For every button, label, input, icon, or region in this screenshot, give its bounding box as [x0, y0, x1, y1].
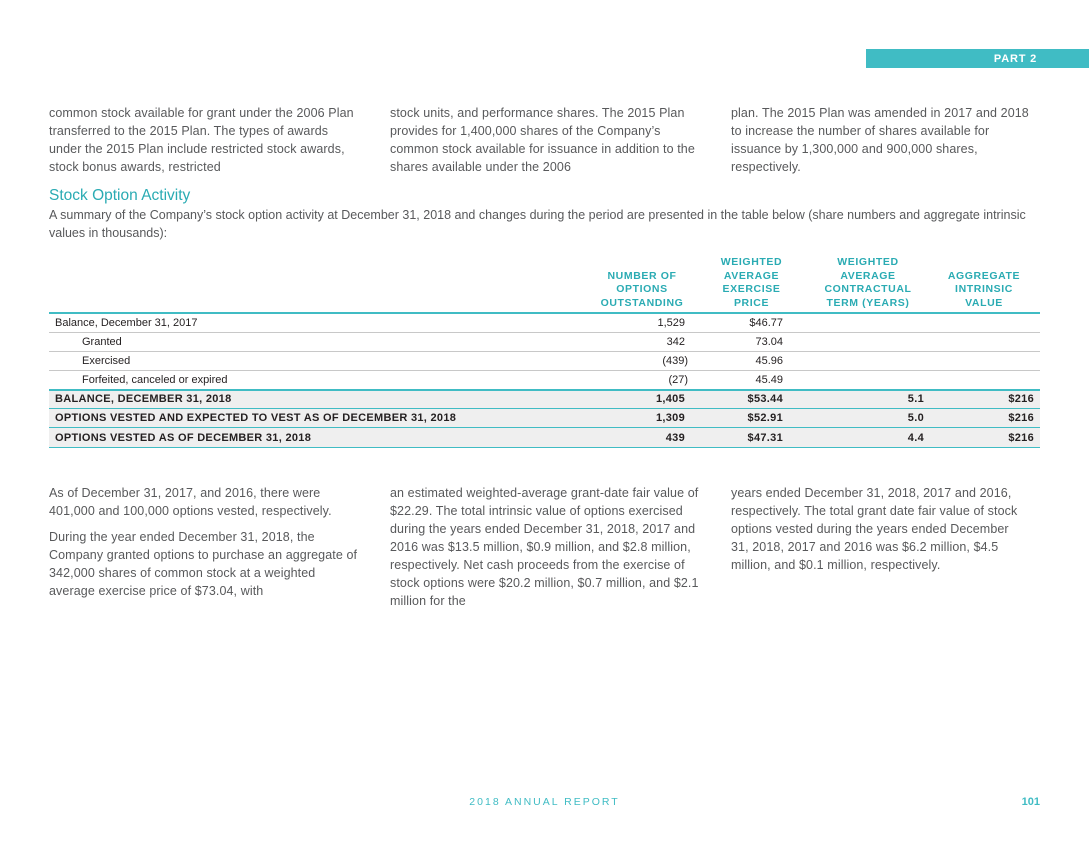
row-label: Exercised — [49, 351, 589, 370]
table-row — [49, 351, 1040, 370]
row-term — [808, 332, 928, 351]
table-row — [49, 332, 1040, 351]
top-column-3: plan. The 2015 Plan was amended in 2017 and 2018 to increase the number of shares available for issuance by 1,300,000 and 900,000 shares, respectively. — [731, 106, 1029, 174]
row-options: 1,309 — [589, 409, 695, 428]
section-intro: A summary of the Company’s stock option activity at December 31, 2018 and changes during the period are presented in the table below (share numbers and aggregate intrinsic values in thousands): — [49, 208, 1026, 240]
row-price: $53.44 — [695, 390, 808, 409]
table-total-row — [49, 390, 1040, 409]
header-price: WEIGHTED AVERAGE EXERCISE PRICE — [695, 256, 808, 313]
row-price: 45.49 — [695, 370, 808, 389]
row-options: (439) — [589, 351, 695, 370]
top-column-1: common stock available for grant under the 2006 Plan transferred to the 2015 Plan. The types of awards under the 2015 Plan include restricted stock awards, stock bonus awards, restricted — [49, 106, 354, 174]
table-total-row — [49, 428, 1040, 447]
section-title: Stock Option Activity — [49, 187, 191, 204]
row-price: $46.77 — [695, 313, 808, 332]
bottom-column-3: years ended December 31, 2018, 2017 and 2016, respectively. The total grant date fair value of stock options vested during the years ended December 31, 2018, 2017 and 2016 was $6.2 million, $4.5 million, and $0.1 million, respectively. — [731, 486, 1018, 572]
bottom-paragraph: As of December 31, 2017, and 2016, there were 401,000 and 100,000 options vested, respectively. — [49, 486, 332, 518]
bottom-paragraph: During the year ended December 31, 2018, the Company granted options to purchase an aggregate of 342,000 shares of common stock at a weighted average exercise price of $73.04, with — [49, 530, 358, 598]
row-price: 45.96 — [695, 351, 808, 370]
row-price: $52.91 — [695, 409, 808, 428]
part-label: PART 2 — [866, 49, 1089, 68]
row-value: $216 — [928, 409, 1040, 428]
table-header-row — [49, 256, 1040, 313]
table-total-row — [49, 409, 1040, 428]
row-term — [808, 351, 928, 370]
row-label: OPTIONS VESTED AND EXPECTED TO VEST AS OF DECEMBER 31, 2018 — [49, 409, 589, 428]
header-term: WEIGHTED AVERAGE CONTRACTUAL TERM (YEARS) — [808, 256, 928, 313]
header-value: AGGREGATE INTRINSIC VALUE — [928, 256, 1040, 313]
page-number: 101 — [1021, 796, 1040, 808]
row-term: 5.1 — [808, 390, 928, 409]
header-options: NUMBER OF OPTIONS OUTSTANDING — [589, 256, 695, 313]
row-term: 5.0 — [808, 409, 928, 428]
row-value — [928, 313, 1040, 332]
row-price: 73.04 — [695, 332, 808, 351]
row-value — [928, 332, 1040, 351]
row-label: Balance, December 31, 2017 — [49, 313, 589, 332]
header-label — [49, 256, 589, 313]
row-value — [928, 351, 1040, 370]
row-options: 1,529 — [589, 313, 695, 332]
report-label: 2018 ANNUAL REPORT — [469, 796, 620, 808]
row-options: 342 — [589, 332, 695, 351]
row-value: $216 — [928, 390, 1040, 409]
bottom-column-2: an estimated weighted-average grant-date fair value of $22.29. The total intrinsic value of options exercised during the years ended December 31, 2018, 2017 and 2016 was $13.5 million, $0.9 million, and $2.8 million, respectively. Net cash proceeds from the exercise of stock options were $20.2 million, $0.7 million, and $2.1 million for the — [390, 486, 699, 608]
row-value: $216 — [928, 428, 1040, 447]
stock-option-table — [49, 256, 1040, 448]
row-label: Forfeited, canceled or expired — [49, 370, 589, 389]
row-term — [808, 370, 928, 389]
row-label: Granted — [49, 332, 589, 351]
row-options: (27) — [589, 370, 695, 389]
row-options: 1,405 — [589, 390, 695, 409]
row-label: OPTIONS VESTED AS OF DECEMBER 31, 2018 — [49, 428, 589, 447]
row-term — [808, 313, 928, 332]
row-options: 439 — [589, 428, 695, 447]
table-row — [49, 370, 1040, 389]
row-term: 4.4 — [808, 428, 928, 447]
table-row — [49, 313, 1040, 332]
row-price: $47.31 — [695, 428, 808, 447]
bottom-column-1 — [49, 484, 361, 608]
row-label: BALANCE, DECEMBER 31, 2018 — [49, 390, 589, 409]
row-value — [928, 370, 1040, 389]
top-column-2: stock units, and performance shares. The 2015 Plan provides for 1,400,000 shares of the Company’s common stock available for issuance in addition to the shares available under the 2006 — [390, 106, 695, 174]
